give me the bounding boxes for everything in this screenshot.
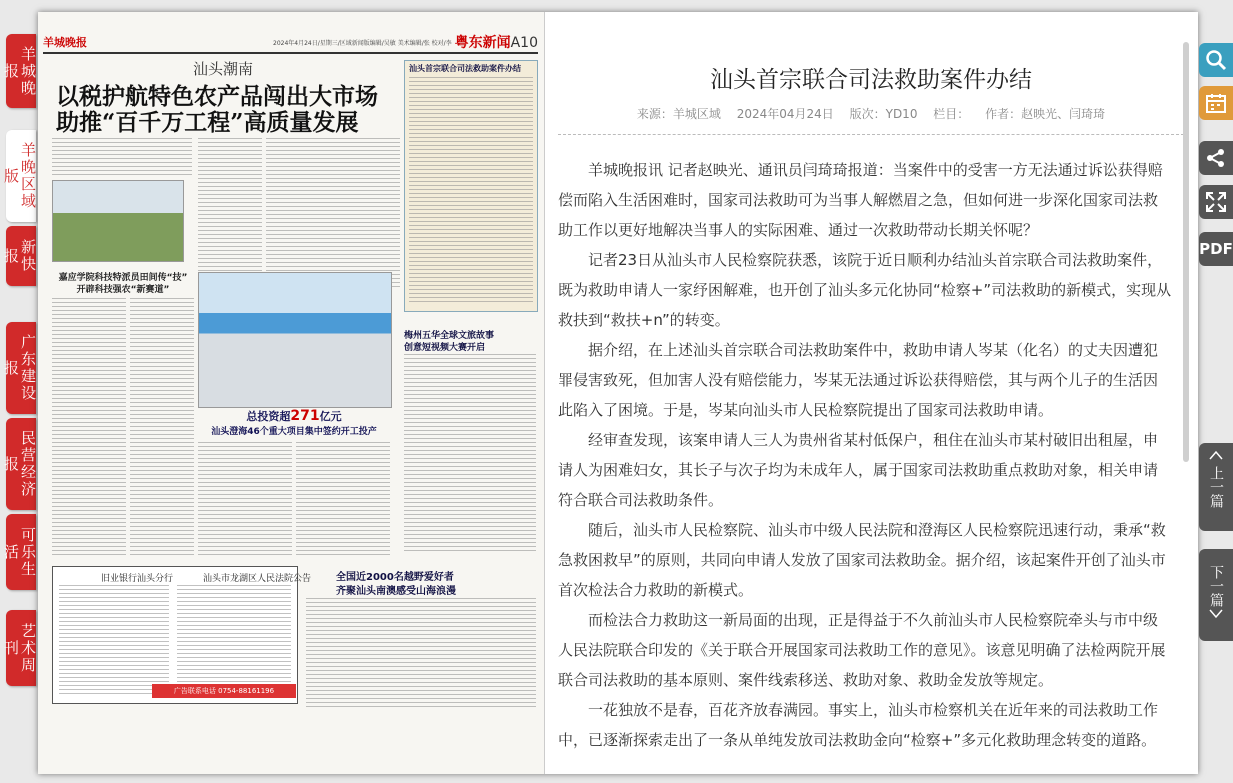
ad-title-1: 旧业银行汕头分行	[101, 574, 174, 584]
ad-title-2: 汕头市龙湖区人民法院公告	[203, 574, 312, 584]
newspaper-text	[296, 442, 390, 558]
newspaper-story4-sub[interactable]: 创意短视频大赛开启	[404, 343, 486, 353]
newspaper-story3-title[interactable]: 总投资超271亿元	[246, 408, 342, 424]
article-body	[558, 155, 1172, 755]
newspaper-text	[130, 298, 194, 558]
article-page: 版次：YD10	[849, 107, 918, 121]
newspaper-masthead	[43, 34, 538, 54]
tab-art-weekly[interactable]: 艺术周刊	[6, 610, 36, 686]
newspaper-text	[198, 138, 262, 288]
newspaper-text	[266, 138, 400, 288]
search-icon	[1205, 49, 1227, 71]
newspaper-story5-sub[interactable]: 齐聚汕头南澳感受山海浪漫	[336, 586, 456, 597]
article-scrollbar[interactable]	[1183, 42, 1189, 462]
search-button[interactable]	[1199, 43, 1233, 77]
ad-phone-footer: 广告联系电话 0754-88161196	[152, 684, 296, 698]
newspaper-text	[198, 442, 292, 558]
article-author: 作者：赵映光、闫琦琦	[985, 107, 1106, 121]
chevron-up-icon	[1208, 449, 1224, 461]
fullscreen-icon	[1205, 191, 1227, 213]
newspaper-text	[409, 77, 533, 305]
newspaper-page[interactable]	[38, 12, 545, 774]
prev-article-label: 上一篇	[1208, 466, 1224, 508]
article-pane	[544, 12, 1198, 774]
chevron-down-icon	[1208, 608, 1224, 620]
newspaper-section: 粤东新闻A10	[454, 35, 538, 51]
share-button[interactable]	[1199, 141, 1233, 175]
next-article-button[interactable]	[1199, 549, 1233, 641]
article-paragraph: 经审查发现，该案申请人三人为贵州省某村低保户，租住在汕头市某村破旧出租屋，申请人为困难妇女，其长子与次子均为未成年人，属于国家司法救助重点救助对象，相关申请符合联合司法救助条件。	[558, 431, 1159, 509]
divider	[558, 134, 1184, 135]
newspaper-text	[306, 598, 536, 708]
newspaper-date-line: 2024年4月24日/星期三/区域新闻版编辑/吴敏 美术编辑/张 校对/李	[273, 40, 452, 47]
calendar-button[interactable]	[1199, 86, 1233, 120]
article-meta	[544, 105, 1198, 122]
newspaper-story3-sub[interactable]: 汕头澄海46个重大项目集中签约开工投产	[211, 427, 377, 437]
newspaper-text	[52, 138, 192, 178]
newspaper-story4-title[interactable]: 梅州五华全球文旅故事	[404, 331, 495, 341]
tab-guangdong-construction[interactable]: 广东建设报	[6, 322, 36, 414]
reader-frame	[38, 12, 1198, 774]
newspaper-logo: 羊城晚报	[43, 36, 87, 49]
article-paragraph: 一花独放不是春，百花齐放春满园。事实上，汕头市检察机关在近年来的司法救助工作中，已逐渐探索走出了一条从单纯发放司法救助金向“检察+”多元化救助理念转变的道路。	[558, 701, 1159, 749]
newspaper-headline-2[interactable]: 助推“百千万工程”高质量发展	[56, 109, 359, 136]
signing-ceremony-photo[interactable]	[198, 272, 392, 408]
article-paragraph: 羊城晚报讯 记者赵映光、通讯员闫琦琦报道：当案件中的受害一方无法通过诉讼获得赔偿而陷入生活困难时，国家司法救助可为当事人解燃眉之急，但如何进一步深化国家司法救助工作以更好地解决当事人的实际困难、通过一次救助带动长期关怀呢？	[558, 161, 1163, 239]
pdf-label: PDF	[1199, 240, 1233, 258]
article-date: 2024年04月24日	[736, 107, 834, 121]
article-title: 汕头首宗联合司法救助案件办结	[710, 67, 1032, 93]
newspaper-text	[404, 354, 536, 554]
newspaper-text	[59, 585, 169, 697]
newspaper-story2-title[interactable]: 嘉应学院科技特派员田间传“技”	[58, 273, 188, 283]
tab-yangcheng-evening[interactable]: 羊城晚报	[6, 34, 36, 108]
tab-private-economy[interactable]: 民营经济报	[6, 418, 36, 510]
share-icon	[1205, 147, 1227, 169]
highlighted-article-box[interactable]	[404, 60, 538, 312]
next-article-label: 下一篇	[1208, 565, 1224, 607]
fullscreen-button[interactable]	[1199, 185, 1233, 219]
article-paragraph: 随后，汕头市人民检察院、汕头市中级人民法院和澄海区人民检察院迅速行动，秉承“救急救困救早”的原则，共同向申请人发放了国家司法救助金。据介绍，该起案件开创了汕头市首次检法合力救助的新模式。	[558, 521, 1166, 599]
newspaper-text	[52, 298, 126, 558]
tab-kele-life[interactable]: 可乐生活	[6, 514, 36, 590]
newspaper-column: 汕头潮南	[193, 60, 254, 78]
newspaper-page-number: A10	[510, 35, 538, 51]
pdf-button[interactable]	[1199, 232, 1233, 266]
article-paragraph: 记者23日从汕头市人民检察院获悉，该院于近日顺利办结汕头首宗联合司法救助案件，既为救助申请人一家纾困解难，也开创了汕头多元化协同“检察+”司法救助的新模式，实现从救扶到“救扶+n”的转变。	[558, 251, 1172, 329]
prev-article-button[interactable]	[1199, 443, 1233, 531]
tab-xinkuai[interactable]: 新快报	[6, 226, 36, 286]
article-paragraph: 据介绍，在上述汕头首宗联合司法救助案件中，救助申请人岑某（化名）的丈夫因遭犯罪侵害致死，但加害人没有赔偿能力，岑某无法通过诉讼获得赔偿，其与两个儿子的生活因此陷入了困境。于是，岑某向汕头市人民检察院提出了国家司法救助申请。	[558, 341, 1159, 419]
calendar-icon	[1205, 92, 1227, 114]
farm-photo[interactable]	[52, 180, 184, 262]
article-column: 栏目：	[933, 107, 970, 121]
newspaper-text	[177, 585, 291, 685]
article-paragraph: 而检法合力救助这一新局面的出现，正是得益于不久前汕头市人民检察院牵头与市中级人民法院联合印发的《关于联合开展国家司法救助工作的意见》。该意见明确了法检两院开展联合司法救助的基本原则、案件线索移送、救助对象、救助金发放等规定。	[558, 611, 1166, 689]
newspaper-story5-title[interactable]: 全国近2000名越野爱好者	[336, 572, 454, 583]
highlighted-article-title: 汕头首宗联合司法救助案件办结	[409, 64, 521, 73]
article-source: 来源：羊城区域	[636, 107, 721, 121]
newspaper-story2-sub[interactable]: 开辟科技强农“新赛道”	[76, 285, 170, 295]
newspaper-headline-1[interactable]: 以税护航特色农产品闯出大市场	[56, 83, 378, 110]
tab-yangwan-regional[interactable]: 羊晚区域版	[6, 130, 36, 222]
